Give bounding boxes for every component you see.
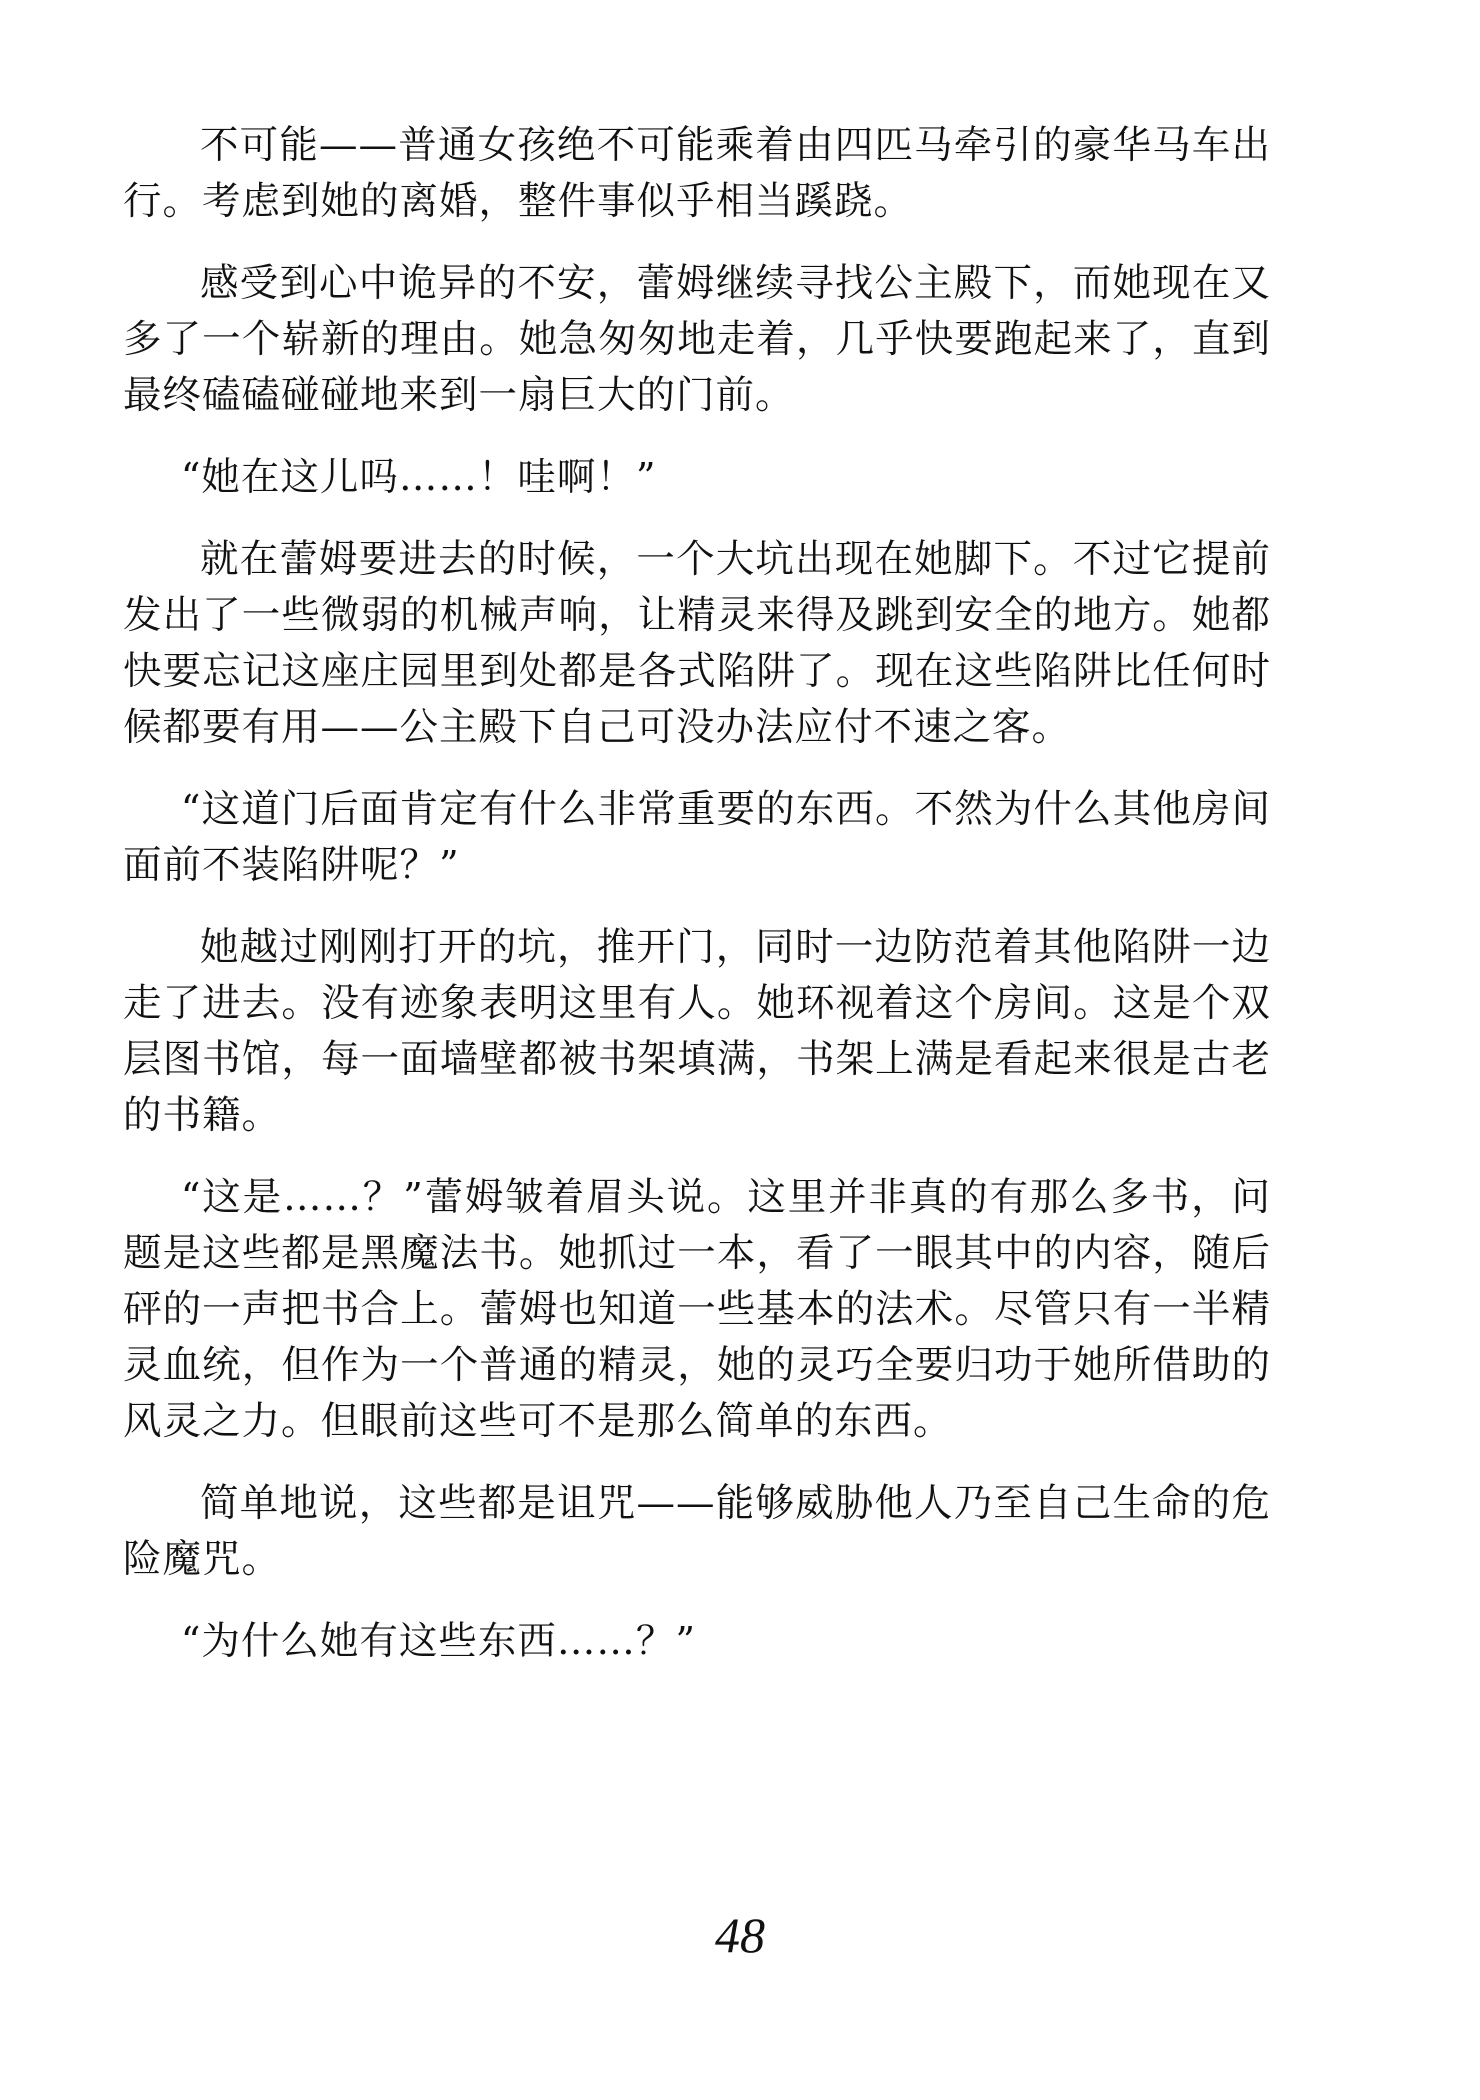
paragraph: 就在蕾姆要进去的时候，一个大坑出现在她脚下。不过它提前发出了一些微弱的机械声响，让精灵来得及跳到安全的地方。她都快要忘记这座庄园里到处都是各式陷阱了。现在这些陷阱比任何时候都要有用——公主殿下自己可没办法应付不速之客。	[123, 537, 1271, 750]
paragraph: 不可能——普通女孩绝不可能乘着由四匹马牵引的豪华马车出行。考虑到她的离婚，整件事似乎相当蹊跷。	[123, 123, 1271, 224]
paragraph: 感受到心中诡异的不安，蕾姆继续寻找公主殿下，而她现在又多了一个崭新的理由。她急匆匆地走着，几乎快要跑起来了，直到最终磕磕碰碰地来到一扇巨大的门前。	[123, 261, 1271, 418]
dialogue-paragraph: “为什么她有这些东西……？”	[180, 1619, 697, 1664]
paragraph: 简单地说，这些都是诅咒——能够威胁他人乃至自己生命的危险魔咒。	[123, 1481, 1271, 1582]
dialogue-paragraph: “她在这儿吗……！哇啊！”	[180, 455, 657, 500]
page-number: 48	[715, 1907, 765, 1963]
paragraph: 她越过刚刚打开的坑，推开门，同时一边防范着其他陷阱一边走了进去。没有迹象表明这里有人。她环视着这个房间。这是个双层图书馆，每一面墙壁都被书架填满，书架上满是看起来很是古老的书籍。	[123, 925, 1271, 1138]
body-text	[123, 118, 1271, 1696]
dialogue-paragraph: “这道门后面肯定有什么非常重要的东西。不然为什么其他房间面前不装陷阱呢？”	[123, 787, 1271, 888]
dialogue-paragraph: “这是……？”蕾姆皱着眉头说。这里并非真的有那么多书，问题是这些都是黑魔法书。她抓过一本，看了一眼其中的内容，随后砰的一声把书合上。蕾姆也知道一些基本的法术。尽管只有一半精灵血统，但作为一个普通的精灵，她的灵巧全要归功于她所借助的风灵之力。但眼前这些可不是那么简单的东西。	[123, 1175, 1271, 1444]
